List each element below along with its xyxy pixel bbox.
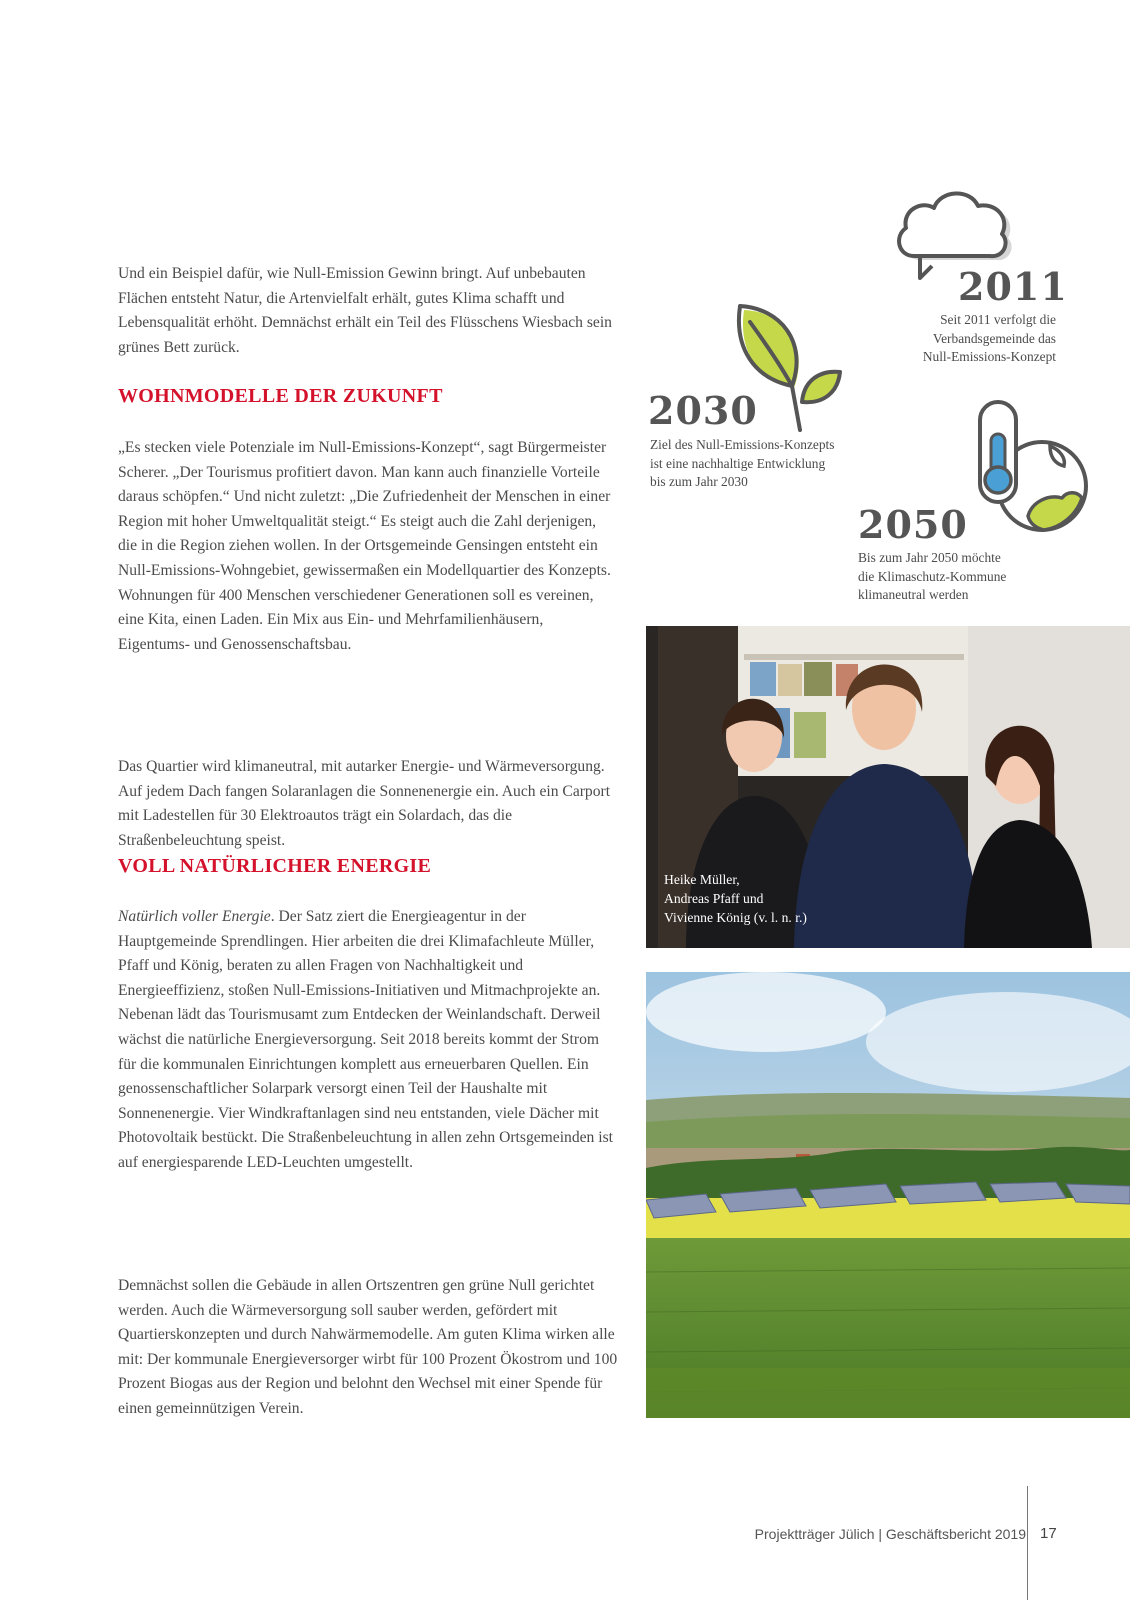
- caption-2011-line3: Null-Emissions-Konzept: [922, 349, 1056, 365]
- caption-2050-line3: klimaneutral werden: [858, 587, 969, 603]
- caption-2030-line1: Ziel des Null-Emissions-Konzepts: [650, 437, 835, 452]
- photo-caption-line3: Vivienne König (v. l. n. r.): [664, 910, 807, 925]
- paragraph-energieagentur-text: . Der Satz ziert die Energieagentur in der Hauptgemeinde Sprendlingen. Hier arbeiten die drei Klimafachleute Müller, Pfaff und König, beraten zu allen Fragen von Nachhaltigkeit und Energieeffizienz, stoßen Null-Emissions-Initiativen und Mitmachprojekte an. Nebenan lädt das Tourismusamt zum Entdecken der Weinlandschaft. Derweil wächst die natürliche Energieversorgung. Seit 2018 bereits kommt der Strom für die kommunalen Einrichtungen komplett aus erneuerbaren Quellen. Ein genossenschaftlicher Solarpark versorgt einen Teil der Haushalte mit Sonnenenergie. Vier Windkraftanlagen sind neu entstanden, viele Dächer mit Photovoltaik bestückt. Die Straßenbeleuchtung in allen zehn Ortsgemeinden ist auf energiesparende LED-Leuchten umgestellt.: [118, 908, 613, 1171]
- italic-slogan: Natürlich voller Energie: [118, 908, 271, 925]
- caption-2050-line2: die Klimaschutz-Kommune: [858, 568, 1007, 584]
- photo-caption-line2: Andreas Pfaff und: [664, 891, 764, 906]
- solar-park-illustration: [646, 972, 1130, 1418]
- caption-2030-line2: ist eine nachhaltige Entwicklung: [650, 455, 826, 471]
- footer-divider: [1027, 1486, 1028, 1600]
- year-2050: 2050: [858, 502, 968, 547]
- caption-2050-line1: Bis zum Jahr 2050 möchte: [858, 550, 1001, 565]
- intro-paragraph: Und ein Beispiel dafür, wie Null-Emission Gewinn bringt. Auf unbebauten Flächen entsteht Natur, die Artenvielfalt erhält, gutes Klima schafft und Lebensqualität erhöht. Demnächst erhält ein Teil des Flüsschens Wiesbach sein grünes Bett zurück.: [118, 265, 612, 356]
- section-heading-wohnmodelle: WOHNMODELLE DER ZUKUNFT: [118, 385, 443, 407]
- paragraph-potenziale: „Es stecken viele Potenziale im Null-Emissions-Konzept“, sagt Bürgermeister Scherer. „Der Tourismus profitiert davon. Man kann auch finanzielle Vorteile daraus schöpfen.“ Und nicht zuletzt: „Die Zufriedenheit der Menschen in einer Region mit hoher Umweltqualität steigt.“ Es steigt auch die Zahl derjenigen, die in die Region ziehen wollen. In der Ortsgemeinde Gensingen entsteht ein Null-Emissions-Wohngebiet, gewissermaßen ein Modellquartier des Konzepts. Wohnungen für 400 Menschen verschiedener Generationen soll es vereinen, eine Kita, einen Laden. Ein Mix aus Ein- und Mehrfamilienhäusern, Eigentums- und Genossenschaftsbau.: [118, 439, 611, 653]
- paragraph-quartier: Das Quartier wird klimaneutral, mit autarker Energie- und Wärmeversorgung. Auf jedem Dach fangen Solaranlagen die Sonnenenergie ein. Auch ein Carport mit Ladestellen für 30 Elektroautos trägt ein Solardach, das die Straßenbeleuchtung speist.: [118, 758, 611, 849]
- caption-2011-line1: Seit 2011 verfolgt die: [940, 312, 1056, 327]
- photo-caption-line1: Heike Müller,: [664, 872, 740, 887]
- caption-2030-line3: bis zum Jahr 2030: [650, 474, 748, 490]
- team-photo: [646, 626, 1130, 948]
- caption-2011-line2: Verbandsgemeinde das: [932, 330, 1056, 346]
- paragraph-gebaeude: Demnächst sollen die Gebäude in allen Ortszentren gen grüne Null gerichtet werden. Auch die Wärmeversorgung soll sauber werden, gefördert mit Quartierskonzepten und durch Nahwärmemodelle. Am guten Klima wirken alle mit: Der kommunale Energieversorger wirbt für 100 Prozent Ökostrom und 100 Prozent Biogas aus der Region und belohnt den Wechsel mit einer Spende für einen gemeinnützigen Verein.: [118, 1277, 618, 1417]
- paragraph-energieagentur: [118, 905, 618, 1176]
- solar-park-photo: [646, 972, 1130, 1418]
- footer-publication: Projektträger Jülich | Geschäftsbericht 2019: [754, 1526, 1026, 1542]
- page-number: 17: [1040, 1525, 1057, 1542]
- year-2011: 2011: [958, 264, 1068, 309]
- thermometer-globe-icon: [970, 398, 1088, 542]
- year-2030: 2030: [648, 388, 758, 433]
- section-heading-energie: VOLL NATÜRLICHER ENERGIE: [118, 855, 432, 877]
